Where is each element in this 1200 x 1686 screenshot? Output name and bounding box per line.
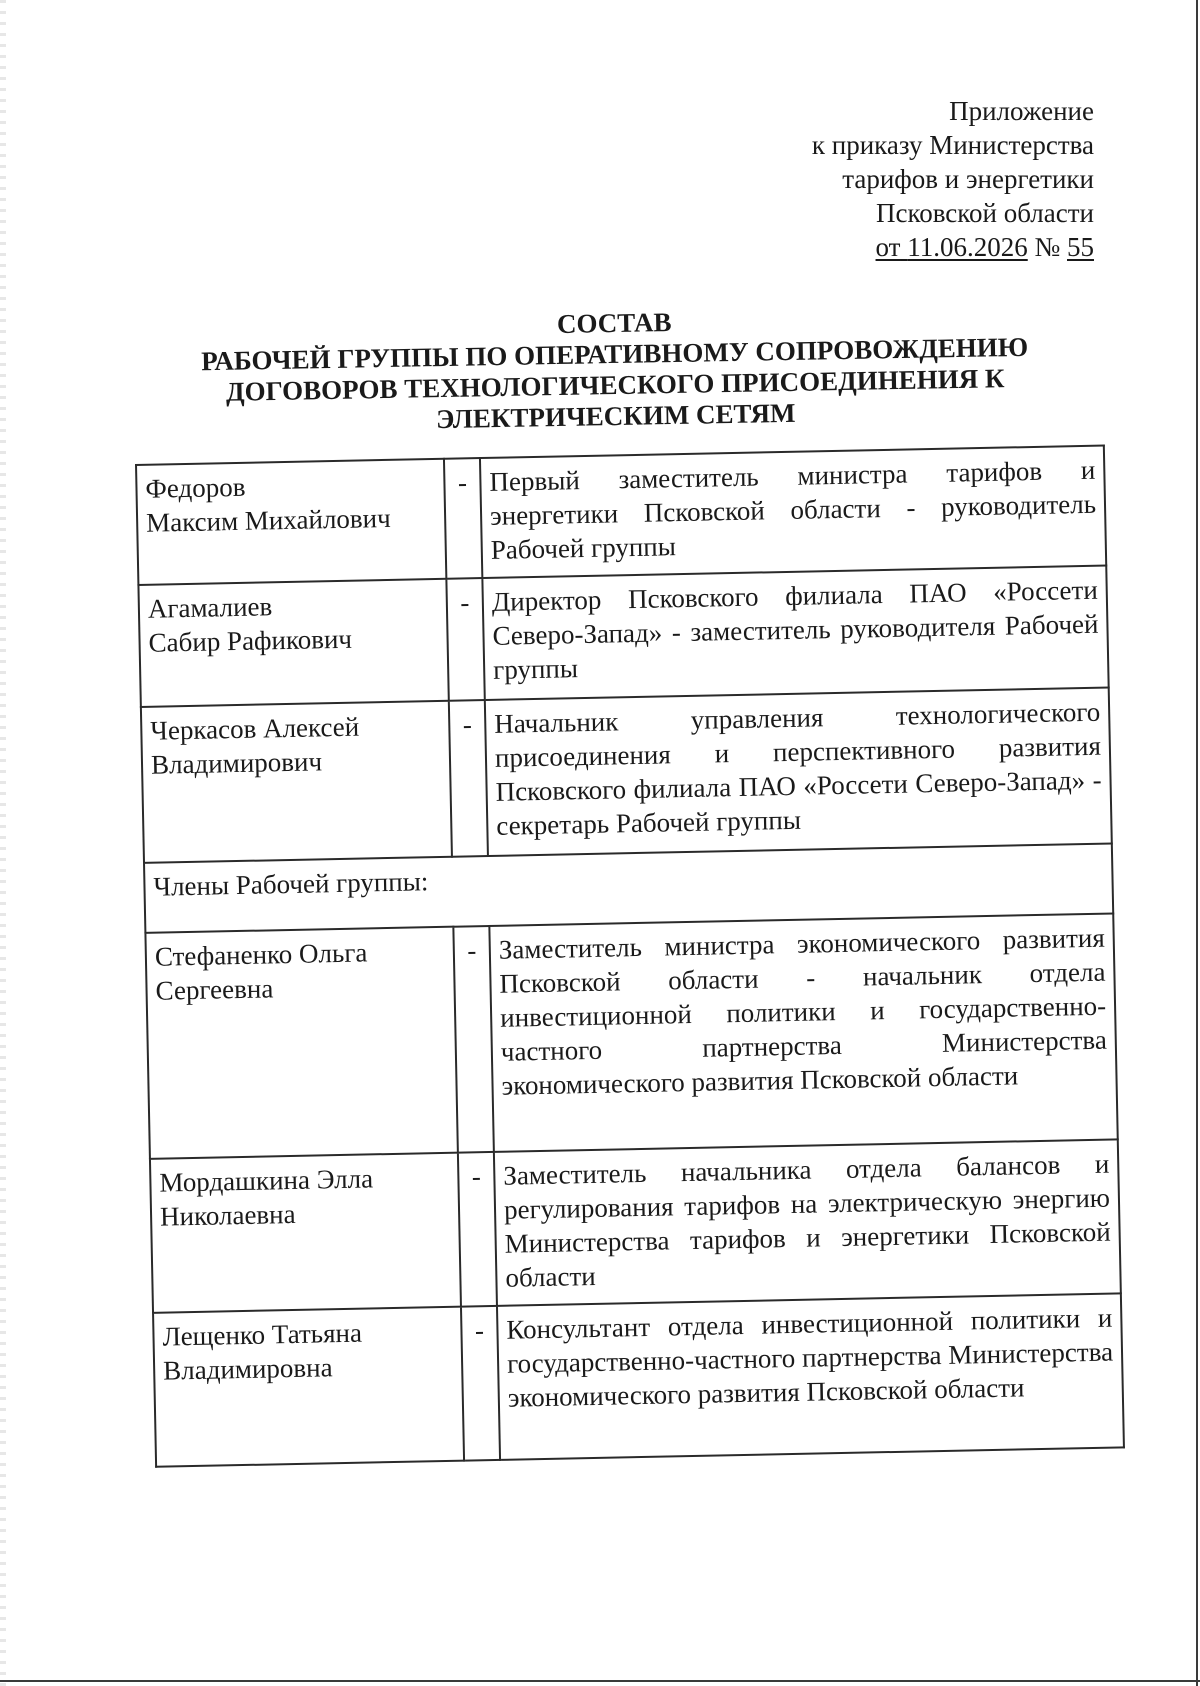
table-row bbox=[150, 1139, 1121, 1312]
title-line: РАБОЧЕЙ ГРУППЫ ПО ОПЕРАТИВНОМУ СОПРОВОЖДЕНИЮ bbox=[200, 331, 1029, 377]
members-section-header: Члены Рабочей группы: bbox=[144, 843, 1113, 932]
members-table bbox=[135, 445, 1125, 1468]
table-row bbox=[136, 446, 1106, 585]
member-name-line: Федоров bbox=[145, 471, 246, 504]
appendix-date-line bbox=[812, 230, 1094, 264]
table-row bbox=[138, 566, 1108, 707]
member-position: Заместитель министра экономического развития Псковской области - начальник отдела инвестиционной политики и государственно-частного партнерства Министерства экономического развития Псковской области bbox=[489, 913, 1117, 1151]
member-name-line: Сабир Рафикович bbox=[148, 623, 353, 658]
member-name-line: Владимирович bbox=[150, 746, 323, 780]
member-name-line: Сергеевна bbox=[155, 973, 274, 1006]
order-date-prefix: от bbox=[875, 232, 901, 262]
member-name bbox=[138, 579, 448, 707]
scan-edge-left bbox=[0, 0, 6, 1686]
dash-cell: - bbox=[453, 926, 494, 1153]
appendix-line: Псковской области bbox=[875, 198, 1094, 228]
title-line: ДОГОВОРОВ ТЕХНОЛОГИЧЕСКОГО ПРИСОЕДИНЕНИЯ К bbox=[225, 363, 1005, 407]
scan-edge-right bbox=[1196, 0, 1198, 1686]
members-sheet bbox=[135, 445, 1125, 1468]
member-name bbox=[150, 1153, 461, 1313]
order-date: 11.06.2026 bbox=[907, 232, 1028, 262]
member-name bbox=[145, 927, 457, 1159]
member-name bbox=[136, 459, 446, 585]
dash-cell: - bbox=[449, 700, 488, 857]
member-position: Начальник управления технологического присоединения и перспективного развития Псковского филиала ПАО «Россети Северо-Запад» - секретарь Рабочей группы bbox=[485, 688, 1112, 856]
member-position: Первый заместитель министра тарифов и энергетики Псковской области - руководитель Рабочей группы bbox=[480, 446, 1106, 578]
appendix-line: к приказу Министерства bbox=[811, 130, 1094, 160]
dash-cell: - bbox=[444, 458, 482, 579]
appendix-line: Приложение bbox=[949, 96, 1094, 126]
member-name-line: Агамалиев bbox=[147, 591, 273, 624]
appendix-line: тарифов и энергетики bbox=[842, 164, 1094, 194]
table-row bbox=[145, 913, 1117, 1158]
member-name bbox=[141, 701, 452, 863]
dash-cell: - bbox=[458, 1152, 497, 1307]
title-line: ЭЛЕКТРИЧЕСКИМ СЕТЯМ bbox=[435, 397, 796, 435]
table-row bbox=[153, 1293, 1124, 1466]
dash-cell: - bbox=[461, 1306, 500, 1461]
member-position: Консультант отдела инвестиционной политики и государственно-частного партнерства Министерства экономического развития Псковской области bbox=[497, 1293, 1124, 1459]
dash-cell: - bbox=[446, 578, 484, 701]
scan-edge-bottom bbox=[0, 1680, 1200, 1682]
order-number: 55 bbox=[1067, 232, 1094, 262]
appendix-block bbox=[812, 94, 1094, 264]
member-name-line: Лещенко Татьяна bbox=[162, 1317, 363, 1352]
member-name-line: Максим Михайлович bbox=[145, 502, 391, 538]
document-title bbox=[149, 300, 1081, 440]
member-name-line: Стефаненко Ольга bbox=[154, 937, 368, 972]
member-position: Директор Псковского филиала ПАО «Россети Северо-Запад» - заместитель руководителя Рабочей группы bbox=[482, 566, 1108, 700]
table-row bbox=[141, 688, 1112, 863]
member-name-line: Николаевна bbox=[159, 1198, 296, 1232]
title-line: СОСТАВ bbox=[556, 307, 672, 340]
order-number-sign: № bbox=[1034, 232, 1061, 262]
member-name-line: Мордашкина Элла bbox=[159, 1163, 374, 1198]
member-position: Заместитель начальника отдела балансов и регулирования тарифов на электрическую энергию Министерства тарифов и энергетики Псковской области bbox=[494, 1139, 1121, 1305]
member-name-line: Черкасов Алексей bbox=[150, 711, 360, 746]
member-name-line: Владимировна bbox=[162, 1352, 333, 1386]
member-name bbox=[153, 1307, 464, 1467]
